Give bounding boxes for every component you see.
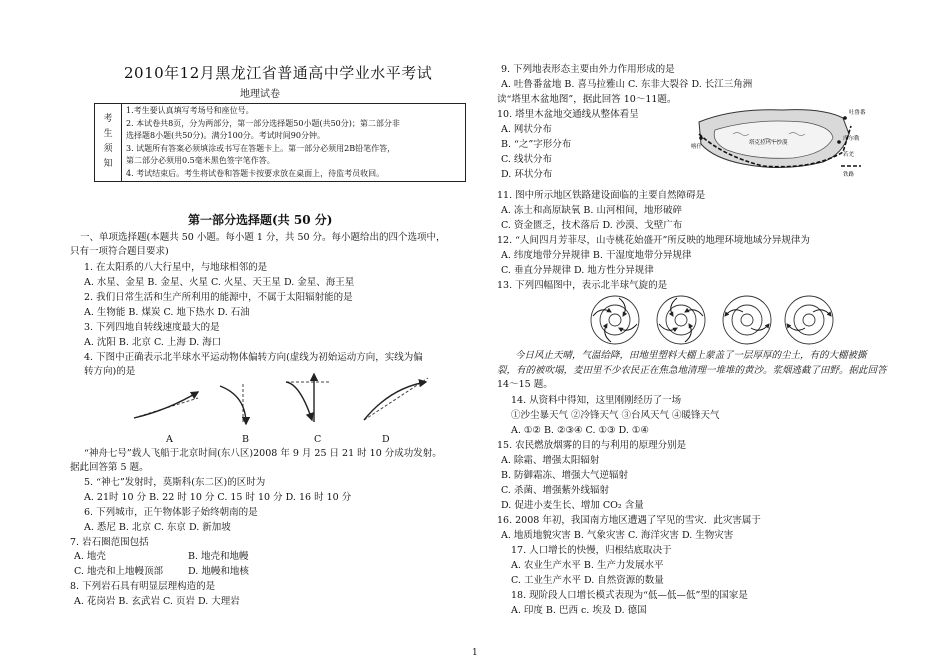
question-12-options-ab: A. 纬度地带分异规律 B. 干湿度地带分异规律 [501, 250, 692, 261]
figure-b [220, 382, 246, 424]
question-12: 12. “人间四月芳菲尽，山寺桃花始盛开”所反映的地理环境地域分异规律为 [497, 235, 810, 246]
figure-label-b: B [242, 434, 249, 445]
shenzhou-passage-cont: 据此回答第 5 题。 [70, 462, 149, 473]
question-1-options: A. 水星、金星 B. 金星、火星 C. 火星、天王星 D. 金星、海王星 [84, 277, 355, 288]
question-15-option-b: B. 防御霜冻、增强大气逆辐射 [501, 470, 629, 481]
question-11-options-cd: C. 资金匮乏，技术落后 D. 沙漠、戈壁广布 [501, 220, 683, 231]
sandstorm-passage: 今日风止天晴，气温给降，田地里塑料大棚上蒙盖了一层厚厚的尘土，有的大棚被撕 [515, 350, 867, 361]
notes-label [95, 104, 122, 182]
map-label-ruoqiang: 若羌 [843, 152, 855, 158]
exam-subtitle: 地理试卷 [240, 89, 280, 100]
figure-d [364, 378, 428, 420]
map-label-turpan: 吐鲁番 [849, 110, 866, 116]
question-15-option-a: A. 除霜、增强太阳辐射 [501, 455, 600, 466]
question-15-option-c: C. 杀菌、增强紫外线辐射 [501, 485, 609, 496]
pressure-diagram-d [785, 296, 833, 344]
shenzhou-passage: “神舟七号”载人飞船于北京时间(东八区)2008 年 9 月 25 日 21 时 10 分成功发射。 [84, 448, 442, 459]
question-17-options-ab: A. 农业生产水平 B. 生产力发展水平 [511, 560, 664, 571]
map-label-korla: 库尔勒 [843, 136, 860, 142]
pressure-diagram-c [723, 296, 771, 344]
question-10: 10. 塔里木盆地交通线从整体看呈 [497, 109, 639, 120]
part1-title: 第一部分选择题(共 50 分) [188, 213, 333, 227]
notes-label-char: 生 [103, 129, 113, 139]
question-17-options-cd: C. 工业生产水平 D. 自然资源的数量 [511, 575, 664, 586]
figure-label-a: A [166, 434, 173, 445]
map-label-railway: 铁路 [843, 172, 855, 178]
question-9-options: A. 吐鲁番盆地 B. 喜马拉雅山 C. 东非大裂谷 D. 长江三角洲 [501, 79, 753, 90]
question-9: 9. 下列地表形态主要由外力作用形成的是 [501, 64, 675, 75]
question-10-option-c: C. 线状分布 [501, 154, 552, 165]
figure-label-d: D [382, 434, 390, 445]
question-5: 5. “神七”发射时，莫斯科(东二区)的区时为 [84, 477, 266, 488]
question-14-options: A. ①② B. ②③④ C. ①③ D. ①④ [511, 425, 649, 436]
part1-intro-line: 只有一项符合题目要求) [70, 246, 169, 257]
note-item: 3. 试题所有答案必须填涂或书写在答题卡上。第一部分必须用2B铅笔作答， [126, 143, 396, 153]
question-6-options: A. 悉尼 B. 北京 C. 东京 D. 新加坡 [84, 522, 231, 533]
note-item: 选择题8小题(共50分)。满分100分。考试时间90分钟。 [126, 131, 325, 140]
question-7: 7. 岩石圈范围包括 [70, 537, 149, 548]
note-item: 2. 本试卷共8页，分为两部分，第一部分选择题50小题(共50分)；第二部分非 [126, 118, 400, 128]
pressure-diagram-a [591, 296, 639, 344]
tarim-basin-map [693, 104, 873, 180]
question-15: 15. 农民燃放烟雾的目的与利用的原理分别是 [497, 440, 687, 451]
question-7-option-c: C. 地壳和上地幔顶部 [74, 566, 163, 577]
question-11: 11. 图中所示地区铁路建设面临的主要自然障碍是 [497, 190, 706, 201]
pressure-systems-figure [587, 292, 837, 348]
question-6: 6. 下列城市，正午物体影子始终朝南的是 [84, 507, 258, 518]
question-1: 1. 在太阳系的八大行星中，与地球相邻的是 [84, 262, 268, 273]
pressure-diagram-b [657, 296, 705, 344]
candidate-notes-box [94, 103, 466, 182]
part1-intro-line: 一、单项选择题(本题共 50 小题。每小题 1 分，共 50 分。每小题给出的四个选项中， [80, 232, 446, 243]
question-8: 8. 下列岩石具有明显层理构造的是 [70, 581, 216, 592]
question-7-option-b: B. 地壳和地幔 [188, 551, 249, 562]
question-2-options: A. 生物能 B. 煤炭 C. 地下热水 D. 石油 [84, 307, 250, 318]
question-15-option-d: D. 促进小麦生长、增加 CO₂ 含量 [501, 500, 644, 511]
question-8-options: A. 花岗岩 B. 玄武岩 C. 页岩 D. 大理岩 [74, 596, 240, 607]
question-7-option-d: D. 地幔和地核 [188, 566, 249, 577]
deflection-figure [128, 370, 448, 440]
question-10-option-b: B. “之”字形分布 [501, 139, 572, 150]
question-4: 4. 下图中正确表示北半球水平运动物体偏转方向(虚线为初始运动方向，实线为偏 [84, 352, 423, 363]
notes-label-char: 须 [103, 144, 113, 154]
question-10-option-d: D. 环状分布 [501, 169, 553, 180]
figure-label-c: C [314, 434, 322, 445]
note-item: 第二部分必须用0.5毫米黑色签字笔作答。 [126, 156, 275, 165]
notes-items [122, 104, 466, 182]
question-14: 14. 从资料中得知，这里刚刚经历了一场 [511, 395, 682, 406]
map-label-kashgar: 喀什 [691, 144, 703, 150]
note-item: 1.考生要认真填写考场号和座位号。 [126, 106, 254, 115]
tarim-intro: 读“塔里木盆地图”，据此回答 10～11题。 [497, 94, 677, 105]
question-14-statements: ①沙尘暴天气 ②冷锋天气 ③台风天气 ④暖锋天气 [511, 410, 720, 421]
question-3-options: A. 沈阳 B. 北京 C. 上海 D. 海口 [84, 337, 222, 348]
question-16-options: A. 地质地貌灾害 B. 气象灾害 C. 海洋灾害 D. 生物灾害 [501, 530, 734, 541]
question-18-options: A. 印度 B. 巴西 c. 埃及 D. 德国 [511, 605, 647, 616]
question-13: 13. 下列四幅图中，表示北半球气旋的是 [497, 280, 668, 291]
question-16: 16. 2008 年初，我国南方地区遭遇了罕见的雪灾．此灾害属于 [497, 515, 761, 526]
question-4-cont: 转方向)的是 [84, 366, 136, 377]
map-label-desert: 塔克拉玛干沙漠 [749, 140, 788, 146]
question-11-options-ab: A. 冻土和高原缺氧 B. 山河相间，地形破碎 [501, 205, 682, 216]
notes-label-char: 知 [103, 159, 113, 169]
figure-c [286, 374, 330, 422]
question-3: 3. 下列四地自转线速度最大的是 [84, 322, 220, 333]
figure-a [134, 392, 198, 418]
note-item: 4. 考试结束后。考生将试卷和答题卡按要求放在桌面上，待监考员收回。 [126, 168, 385, 178]
question-18: 18. 现阶段人口增长模式表现为“低—低—低”型的国家是 [511, 590, 748, 601]
sandstorm-passage-end: 14～15 题。 [497, 379, 553, 390]
notes-label-char: 考 [103, 114, 113, 124]
question-12-options-cd: C. 垂直分异规律 D. 地方性分异规律 [501, 265, 654, 276]
question-10-option-a: A. 网状分布 [501, 124, 552, 135]
exam-title: 2010年12月黑龙江省普通高中学业水平考试 [124, 64, 433, 82]
question-5-options: A. 21时 10 分 B. 22 时 10 分 C. 15 时 10 分 D. 16 时 10 分 [84, 492, 352, 503]
question-7-option-a: A. 地壳 [74, 551, 106, 562]
question-2: 2. 我们日常生活和生产所利用的能源中，不属于太阳辐射能的是 [84, 292, 353, 303]
question-17: 17. 人口增长的快慢，归根结底取决于 [511, 545, 672, 556]
page-number: 1 [472, 648, 478, 658]
sandstorm-passage-cont: 裂，有的被吹塌，麦田里不少农民正在焦急地清理一堆堆的黄沙。浆烟逃截了田野。据此回答 [497, 365, 887, 376]
